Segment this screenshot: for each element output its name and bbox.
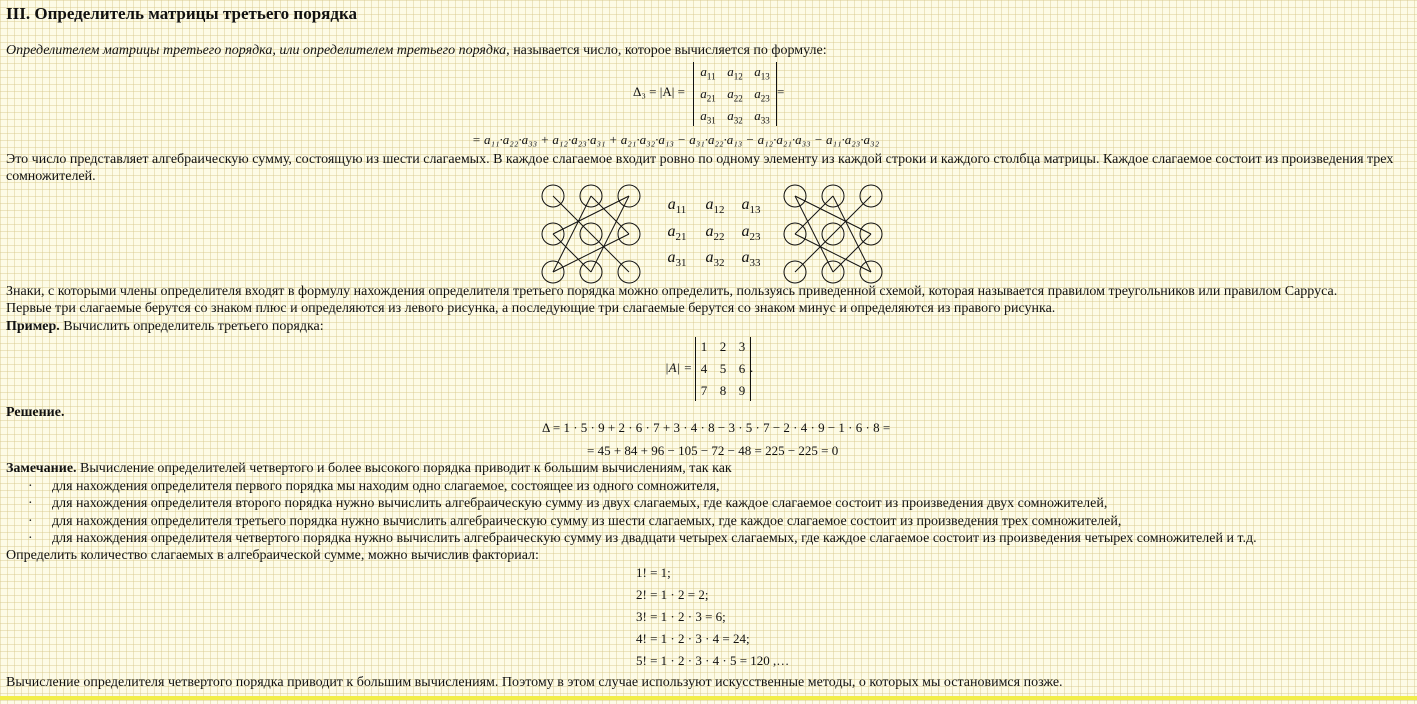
remark-paragraph bbox=[6, 460, 732, 477]
cell-a32: $a_{32}$ bbox=[727, 108, 743, 126]
solution-line-1: Δ = 1 · 5 · 9 + 2 · 6 · 7 + 3 · 4 · 8 − 3 · 5 · 7 − 2 · 4 · 9 − 1 · 6 · 8 = bbox=[542, 420, 891, 435]
bullet: · bbox=[28, 496, 33, 511]
definition-paragraph bbox=[6, 42, 827, 59]
cell-a12: $a_{12}$ bbox=[727, 64, 743, 82]
cell-a23: $a_{23}$ bbox=[741, 223, 761, 244]
cell-a31: $a_{31}$ bbox=[700, 108, 716, 126]
remark-item-2: для нахождения определителя второго порядка нужно вычислить алгебраическую сумму из двух слагаемых, где каждое слагаемое состоит из произведения двух сомножителей, bbox=[52, 496, 1108, 511]
cell-a13: $a_{13}$ bbox=[741, 196, 761, 217]
solution-label: Решение. bbox=[6, 405, 65, 420]
cell-a22: $a_{22}$ bbox=[705, 223, 725, 244]
cell-1-2: 2 bbox=[719, 339, 727, 354]
cell-a22: $a_{22}$ bbox=[727, 86, 743, 104]
example-lhs: |A| = bbox=[665, 360, 693, 375]
cell-3-1: 7 bbox=[700, 383, 708, 398]
factorial-intro: Определить количество слагаемых в алгебраической сумме, можно вычислив факториал: bbox=[6, 548, 539, 563]
solution-line-2: = 45 + 84 + 96 − 105 − 72 − 48 = 225 − 225 = 0 bbox=[587, 443, 839, 458]
bullet: · bbox=[28, 479, 33, 494]
bullet: · bbox=[28, 531, 33, 546]
factorial-4: 4! = 1 · 2 · 3 · 4 = 24; bbox=[636, 631, 750, 646]
example-dot: . bbox=[750, 360, 754, 375]
cell-2-3: 6 bbox=[738, 361, 746, 376]
definition-italic: Определителем матрицы третьего порядка, или определителем третьего порядка, bbox=[6, 43, 510, 58]
factorial-2: 2! = 1 · 2 = 2; bbox=[636, 587, 709, 602]
cell-a33: $a_{33}$ bbox=[741, 249, 761, 270]
formula-eq: = bbox=[777, 84, 785, 99]
cell-a31: $a_{31}$ bbox=[667, 249, 687, 270]
page-title: III. Определитель матрицы третьего порядка bbox=[6, 4, 358, 23]
cell-1-3: 3 bbox=[738, 339, 746, 354]
factorial-3: 3! = 1 · 2 · 3 = 6; bbox=[636, 609, 726, 624]
cell-2-2: 5 bbox=[719, 361, 727, 376]
remark-item-1: для нахождения определителя первого порядка мы находим одно слагаемое, состоящее из одного сомножителя, bbox=[52, 479, 720, 494]
remark-text: Вычисление определителей четвертого и более высокого порядка приводит к большим вычислениям, так как bbox=[76, 461, 732, 476]
cell-3-3: 9 bbox=[738, 383, 746, 398]
formula-expansion: = a₁₁·a₂₂·a₃₃ + a₁₂·a₂₃·a₃₁ + a₂₁·a₃₂·a₁₃ − a₃₁·a₂₂·a₁₃ − a₁₂·a₂₁·a₃₃ − a₁₁·a₂₃·a₃₂ bbox=[472, 132, 880, 147]
bottom-accent-bar bbox=[0, 696, 1417, 700]
cell-a33: $a_{33}$ bbox=[754, 108, 770, 126]
example-label: Пример. bbox=[6, 319, 60, 334]
cell-a32: $a_{32}$ bbox=[705, 249, 725, 270]
factorial-1: 1! = 1; bbox=[636, 565, 671, 580]
paragraph-sum: Это число представляет алгебраическую сумму, состоящую из шести слагаемых. В каждое слагаемое входит ровно по одному элементу из каждой строки и каждого столбца матрицы. Каждое слагаемое состоит из произведения трех сомножителей. bbox=[6, 152, 1394, 184]
formula-matrix bbox=[693, 62, 777, 126]
scheme-right-diagram bbox=[782, 184, 882, 284]
definition-rest: называется число, которое вычисляется по формуле: bbox=[509, 43, 827, 58]
scheme-left-diagram bbox=[540, 184, 640, 284]
example-paragraph bbox=[6, 318, 324, 335]
paragraph-sarrus-2: Первые три слагаемые берутся со знаком плюс и определяются из левого рисунка, а последующие три слагаемые берутся со знаком минус и определяются из правого рисунка. bbox=[6, 301, 1056, 316]
cell-2-1: 4 bbox=[700, 361, 708, 376]
cell-1-1: 1 bbox=[700, 339, 708, 354]
paragraph-sarrus-1: Знаки, с которыми члены определителя входят в формулу нахождения определителя третьего порядка можно определить, пользуясь приведенной схемой, которая называется правилом треугольников или правилом Сарруса. bbox=[6, 284, 1338, 299]
cell-a11: $a_{11}$ bbox=[700, 64, 716, 82]
remark-label: Замечание. bbox=[6, 461, 77, 476]
remark-item-3: для нахождения определителя третьего порядка нужно вычислить алгебраическую сумму из шести слагаемых, где каждое слагаемое состоит из произведения трех сомножителей, bbox=[52, 514, 1122, 529]
factorial-5: 5! = 1 · 2 · 3 · 4 · 5 = 120 ,… bbox=[636, 653, 790, 668]
formula-lhs: Δ₃ = |A| = bbox=[633, 84, 685, 99]
cell-a23: $a_{23}$ bbox=[754, 86, 770, 104]
cell-a13: $a_{13}$ bbox=[754, 64, 770, 82]
cell-a21: $a_{21}$ bbox=[667, 223, 687, 244]
scheme-matrix bbox=[662, 196, 772, 272]
final-paragraph: Вычисление определителя четвертого порядка приводит к большим вычислениям. Поэтому в этом случае используют искусственные методы, о которых мы остановимся позже. bbox=[6, 675, 1063, 690]
cell-a21: $a_{21}$ bbox=[700, 86, 716, 104]
cell-3-2: 8 bbox=[719, 383, 727, 398]
example-text: Вычислить определитель третьего порядка: bbox=[59, 319, 324, 334]
bullet: · bbox=[28, 514, 33, 529]
example-matrix bbox=[695, 337, 754, 401]
remark-item-4: для нахождения определителя четвертого порядка нужно вычислить алгебраическую сумму из двадцати четырех слагаемых, где каждое слагаемое состоит из произведения четырех сомножителей и т.д. bbox=[52, 531, 1257, 546]
cell-a11: $a_{11}$ bbox=[667, 196, 687, 217]
cell-a12: $a_{12}$ bbox=[705, 196, 725, 217]
